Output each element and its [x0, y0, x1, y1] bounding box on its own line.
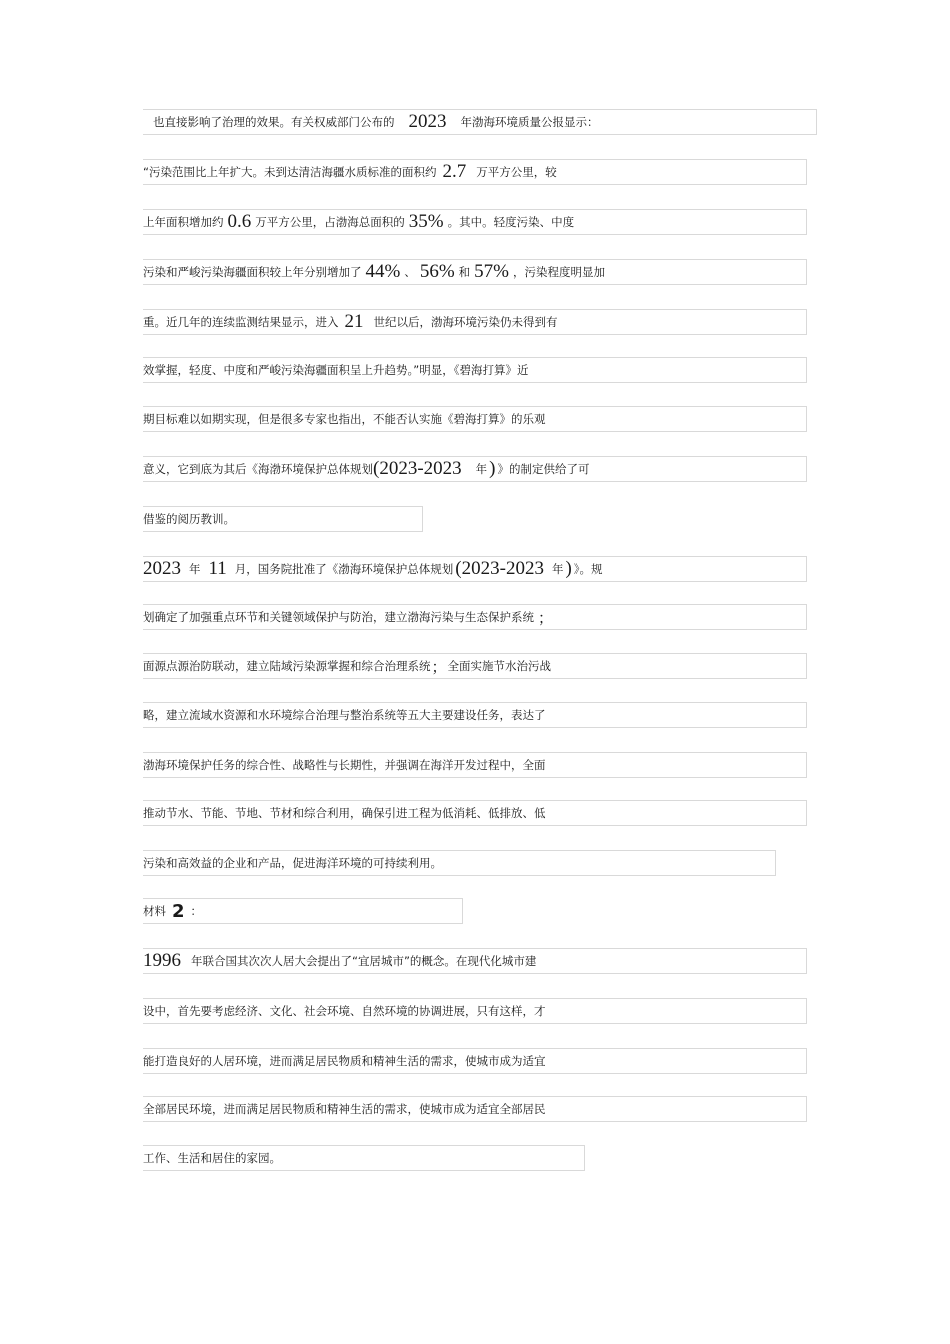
- text-segment: 效掌握，轻度、中度和严峻污染海疆面积呈上升趋势。”明显，《碧海打算》近: [143, 363, 529, 377]
- text-segment: 意义，它到底为其后《海渤环境保护总体规划: [143, 462, 373, 476]
- text-segment: 推动节水、节能、节地、节材和综合利用，确保引进工程为低消耗、低排放、低: [143, 806, 546, 820]
- number: 2023: [143, 558, 181, 579]
- text-segment: ，污染程度明显加: [512, 265, 605, 279]
- text-segment: 上年面积增加约: [143, 215, 224, 229]
- text-line: [143, 506, 423, 532]
- text-segment: 期目标难以如期实现，但是很多专家也指出，不能否认实施《碧海打算》的乐观: [143, 412, 546, 426]
- text-line: [143, 850, 776, 876]
- number: (2023-2023: [373, 458, 462, 479]
- text-segment: 和: [458, 265, 471, 279]
- text-segment: 、: [404, 265, 416, 279]
- text-line: [143, 309, 807, 335]
- text-line: [143, 357, 807, 383]
- number: ): [565, 558, 572, 579]
- text-segment: 年联合国其次次人居大会提出了“宜居城市”的概念。在现代化城市建: [191, 954, 537, 968]
- text-segment: 略，建立流域水资源和水环境综合治理与整治系统等五大主要建设任务，表达了: [143, 708, 546, 722]
- number: 1996: [143, 950, 181, 971]
- text-segment: 借鉴的阅历教训。: [143, 512, 235, 526]
- number: 2: [172, 900, 185, 922]
- text-segment: 能打造良好的人居环境，进而满足居民物质和精神生活的需求，使城市成为适宜: [143, 1054, 546, 1068]
- text-segment: “污染范围比上年扩大。未到达清洁海疆水质标准的面积约: [143, 165, 437, 179]
- text-segment: 设中，首先要考虑经济、文化、社会环境、自然环境的协调进展，只有这样，才: [143, 1004, 546, 1018]
- text-segment: 全面实施节水治污战: [447, 659, 552, 673]
- text-line: [143, 259, 807, 285]
- text-segment: 万平方公里，较: [476, 165, 557, 179]
- text-line: [143, 1048, 807, 1074]
- number: 57%: [474, 261, 509, 282]
- text-line: [143, 406, 807, 432]
- number: 35%: [408, 211, 444, 232]
- text-segment: 。其中。轻度污染、中度: [447, 215, 575, 229]
- text-segment: 万平方公里，占渤海总面积的: [255, 215, 405, 229]
- text-line: [143, 556, 807, 582]
- text-segment: 》。规: [573, 562, 603, 576]
- number: ): [489, 458, 496, 479]
- punctuation: ；: [431, 659, 447, 676]
- text-segment: 年渤海环境质量公报显示：: [460, 115, 599, 129]
- text-segment: 污染和高效益的企业和产品，促进海洋环境的可持续利用。: [143, 856, 442, 870]
- text-segment: 重。近几年的连续监测结果显示，进入: [143, 315, 339, 329]
- text-line: [143, 800, 807, 826]
- text-line: [143, 109, 817, 135]
- number: 2.7: [442, 161, 467, 182]
- text-line: [143, 209, 807, 235]
- text-segment: 世纪以后，渤海环境污染仍未得到有: [373, 315, 558, 329]
- text-segment: 年: [475, 462, 488, 476]
- text-line: [143, 702, 807, 728]
- number: 2023: [408, 111, 447, 132]
- text-segment: 年: [189, 562, 201, 576]
- text-segment: 工作、生活和居住的家园。: [143, 1151, 281, 1165]
- text-segment: 渤海环境保护任务的综合性、战略性与长期性，并强调在海洋开发过程中，全面: [143, 758, 546, 772]
- text-segment: 材料: [143, 904, 166, 918]
- punctuation: ；: [538, 610, 554, 627]
- number: 21: [344, 311, 364, 332]
- section-heading: [143, 898, 463, 924]
- text-line: [143, 653, 807, 679]
- text-segment: 污染和严峻污染海疆面积较上年分别增加了: [143, 265, 362, 279]
- text-segment: 月，国务院批准了《渤海环境保护总体规划: [234, 562, 454, 576]
- text-line: [143, 159, 807, 185]
- text-line: [143, 752, 807, 778]
- text-segment: 年: [551, 562, 564, 576]
- text-segment: 》的制定供给了可: [497, 462, 590, 476]
- number: 11: [208, 558, 227, 579]
- text-segment: 也直接影响了治理的效果。有关权威部门公布的: [153, 115, 395, 129]
- text-line: [143, 1096, 807, 1122]
- text-line: [143, 948, 807, 974]
- number: 44%: [365, 261, 401, 282]
- text-segment: ：: [190, 904, 203, 918]
- text-segment: 面源点源治防联动，建立陆域污染源掌握和综合治理系统: [143, 659, 431, 673]
- number: 0.6: [227, 211, 252, 232]
- text-line: [143, 456, 807, 482]
- text-segment: 划确定了加强重点环节和关键领域保护与防治，建立渤海污染与生态保护系统: [143, 610, 534, 624]
- text-line: [143, 1145, 585, 1171]
- text-line: [143, 998, 807, 1024]
- number: 56%: [419, 261, 455, 282]
- number: (2023-2023: [455, 558, 544, 579]
- text-segment: 全部居民环境，进而满足居民物质和精神生活的需求，使城市成为适宜全部居民: [143, 1102, 546, 1116]
- text-line: [143, 604, 807, 630]
